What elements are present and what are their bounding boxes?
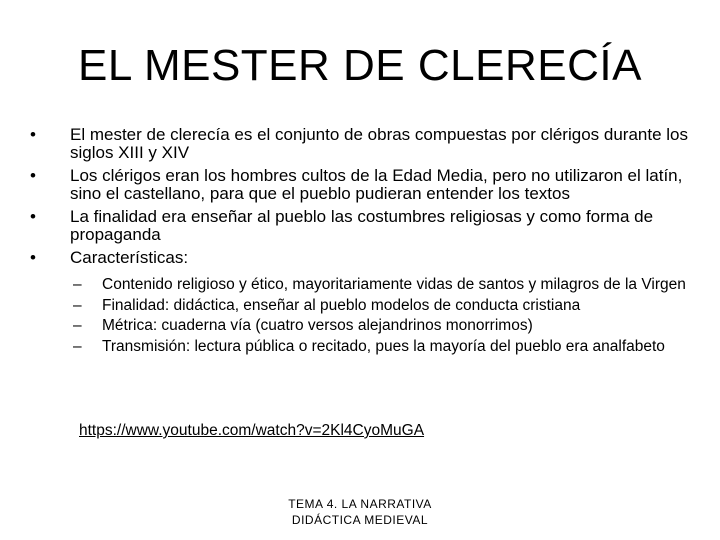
bullet-item	[28, 208, 688, 244]
sub-bullet-text: Transmisión: lectura pública o recitado, pues la mayoría del pueblo era analfabeto	[102, 337, 665, 355]
bullet-text: Los clérigos eran los hombres cultos de la Edad Media, pero no utilizaron el latín, sino el castellano, para que el pueblo pudieran entender los textos	[70, 166, 683, 203]
bullet-text: La finalidad era enseñar al pueblo las costumbres religiosas y como forma de propaganda	[70, 207, 654, 244]
slide-footer	[240, 496, 480, 528]
dash-icon: –	[73, 337, 82, 355]
bullet-dot-icon: •	[30, 248, 36, 267]
bullet-dot-icon: •	[30, 207, 36, 226]
dash-icon: –	[73, 296, 82, 314]
sub-bullet-item	[70, 339, 688, 356]
sub-bullet-item	[70, 277, 688, 294]
sub-bullet-text: Métrica: cuaderna vía (cuatro versos alejandrinos monorrimos)	[102, 317, 533, 334]
sub-bullet-item	[70, 318, 688, 335]
bullet-dot-icon: •	[30, 125, 36, 144]
sub-bullet-text: Finalidad: didáctica, enseñar al pueblo modelos de conducta cristiana	[102, 296, 581, 314]
sub-bullet-text: Contenido religioso y ético, mayoritariamente vidas de santos y milagros de la Virgen	[102, 276, 686, 293]
bullet-list	[28, 126, 688, 360]
dash-icon: –	[73, 317, 82, 334]
bullet-item	[28, 249, 688, 355]
sub-bullet-list	[70, 277, 688, 355]
dash-icon: –	[73, 276, 82, 293]
slide-title: EL MESTER DE CLERECÍA	[78, 41, 642, 90]
footer-line-2: DIDÁCTICA MEDIEVAL	[291, 513, 429, 527]
bullet-text: El mester de clerecía es el conjunto de obras compuestas por clérigos durante los siglos XIII y XIV	[70, 125, 688, 162]
sub-bullet-item	[70, 298, 688, 315]
bullet-item	[28, 167, 688, 203]
bullet-item	[28, 126, 688, 162]
bullet-text: Características:	[70, 248, 189, 267]
footer-line-1: TEMA 4. LA NARRATIVA	[288, 497, 432, 511]
bullet-dot-icon: •	[30, 166, 36, 185]
youtube-link[interactable]: https://www.youtube.com/watch?v=2Kl4CyoMuGA	[79, 422, 425, 439]
